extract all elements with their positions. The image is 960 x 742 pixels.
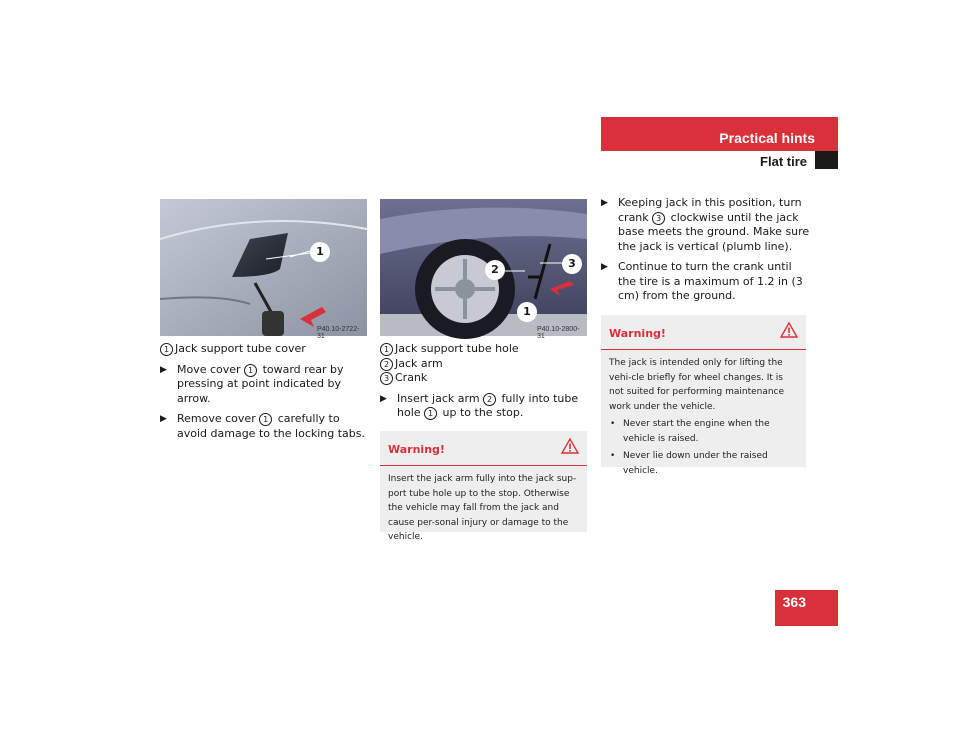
warning-bullet: • Never start the engine when the vehicle is raised. xyxy=(610,419,770,444)
instruction-step: ▶ Move cover 1 toward rear by pressing at point indicated by arrow. xyxy=(160,362,344,405)
ref-marker: 2 xyxy=(380,358,393,371)
subsection-title: Flat tire xyxy=(760,154,807,169)
column-1-text xyxy=(160,342,370,447)
ref-marker: 1 xyxy=(244,364,257,377)
callout-2: 2 xyxy=(485,260,505,280)
legend-item: 1 Jack support tube hole xyxy=(380,342,590,357)
section-header-bar xyxy=(601,117,838,151)
bullet-icon: • xyxy=(610,419,616,429)
warning-body xyxy=(601,350,806,484)
warning-header xyxy=(601,315,806,350)
ref-marker: 3 xyxy=(380,372,393,385)
warning-bullet: • Never lie down under the raised vehicle. xyxy=(610,451,768,476)
warning-text: The jack is intended only for lifting the vehi-cle briefly for wheel changes. It is not suited for performing maintenance work under the vehicle. xyxy=(609,358,785,412)
triangle-right-icon: ▶ xyxy=(601,262,608,272)
triangle-right-icon: ▶ xyxy=(380,393,387,404)
warning-box xyxy=(380,431,587,542)
warning-header xyxy=(380,431,587,466)
callout-3: 3 xyxy=(562,254,582,274)
instruction-step: ▶ Keeping jack in this position, turn crank 3 clockwise until the jack base meets the ground. Make sure the jack is vertical (plumb line). xyxy=(601,196,810,253)
callout-1: 1 xyxy=(517,302,537,322)
ref-marker: 1 xyxy=(259,413,272,426)
warning-title: Warning! xyxy=(609,327,666,340)
instruction-step: ▶ Remove cover 1 carefully to avoid damage to the locking tabs. xyxy=(160,412,366,440)
legend-item: 2 Jack arm xyxy=(380,357,590,372)
legend-item: 1 Jack support tube cover xyxy=(160,342,370,357)
warning-triangle-icon xyxy=(561,438,579,454)
triangle-right-icon: ▶ xyxy=(601,198,608,208)
triangle-right-icon: ▶ xyxy=(160,364,167,375)
ref-marker: 3 xyxy=(652,212,665,225)
legend-item: 3 Crank xyxy=(380,371,590,386)
ref-marker: 1 xyxy=(424,407,437,420)
column-3-text xyxy=(601,196,811,310)
ref-marker: 1 xyxy=(380,343,393,356)
section-title: Practical hints xyxy=(719,130,815,146)
warning-triangle-icon xyxy=(780,322,798,338)
warning-text: Insert the jack arm fully into the jack sup-port tube hole up to the stop. Otherwise the vehicle may fall from the jack and cause per-sonal injury or damage to the vehicle. xyxy=(388,474,577,542)
bullet-icon: • xyxy=(610,451,616,461)
instruction-step: ▶ Continue to turn the crank until the tire is a maximum of 1.2 in (3 cm) from the ground. xyxy=(601,260,803,302)
photo-jack-arm xyxy=(380,199,587,340)
page-number: 363 xyxy=(782,594,806,610)
column-2-text xyxy=(380,342,590,427)
warning-title: Warning! xyxy=(388,443,445,456)
photo-jack-cover xyxy=(160,199,367,340)
warning-box xyxy=(601,315,806,476)
ref-marker: 1 xyxy=(160,343,173,356)
header-marker-square xyxy=(815,151,838,169)
ref-marker: 2 xyxy=(483,393,496,406)
photo-code: P40.10-2800-31 xyxy=(537,326,580,340)
instruction-step: ▶ Insert jack arm 2 fully into tube hole 1 up to the stop. xyxy=(380,391,579,419)
triangle-right-icon: ▶ xyxy=(160,414,167,424)
callout-1: 1 xyxy=(310,242,330,262)
page-number-box xyxy=(775,590,838,626)
photo-code: P40.10-2722-31 xyxy=(317,326,360,340)
